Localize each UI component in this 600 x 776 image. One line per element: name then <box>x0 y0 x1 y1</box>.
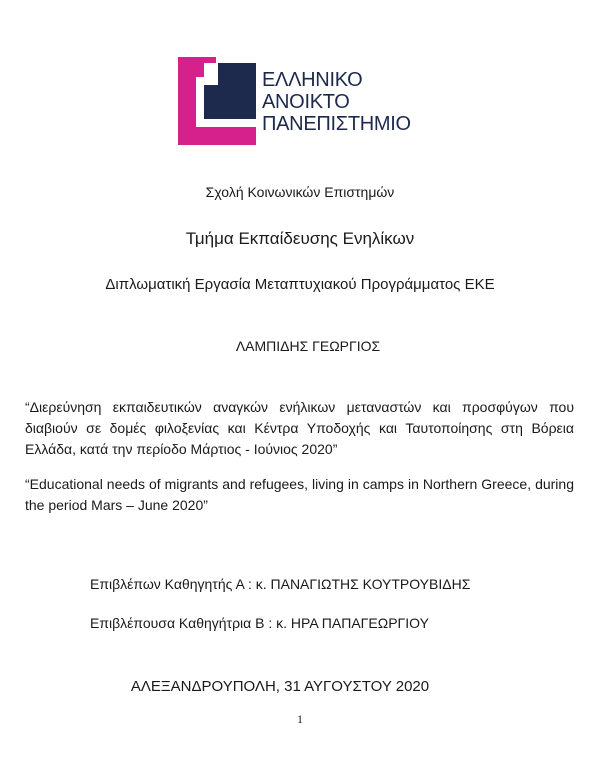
thesis-title-english: “Educational needs of migrants and refugees, living in camps in Northern Greece, during the period Mars – June 2020” <box>25 476 574 513</box>
logo-line-2: ΑΝΟΙΚΤΟ <box>262 91 350 113</box>
thesis-title-greek: “Διερεύνηση εκπαιδευτικών αναγκών ενήλικων μεταναστών και προσφύγων που διαβιούν σε δομές φιλοξενίας και Κέντρα Υποδοχής και Ταυτοποίησης στη Βόρεια Ελλάδα, κατά την περίοδο Μάρτιος - Ιούνιος 2020” <box>25 399 574 457</box>
school-name: Σχολή Κοινωνικών Επιστημών <box>205 184 395 200</box>
logo-wordmark <box>262 69 411 135</box>
logo-line-3: ΠΑΝΕΠΙΣΤΗΜΙΟ <box>262 113 411 135</box>
supervisor-a: Επιβλέπων Καθηγητής Α : κ. ΠΑΝΑΓΙΩΤΗΣ ΚΟΥΤΡΟΥΒΙΔΗΣ <box>90 576 471 592</box>
thesis-type: Διπλωματική Εργασία Μεταπτυχιακού Προγράμματος ΕΚΕ <box>105 276 495 293</box>
logo-mark-icon <box>176 55 260 147</box>
place-and-date: ΑΛΕΞΑΝΔΡΟΥΠΟΛΗ, 31 ΑΥΓΟΥΣΤΟΥ 2020 <box>130 678 430 695</box>
author-name: ΛΑΜΠΙΔΗΣ ΓΕΩΡΓΙΟΣ <box>235 338 381 354</box>
supervisor-b: Επιβλέπουσα Καθηγήτρια Β : κ. ΗΡΑ ΠΑΠΑΓΕΩΡΓΙΟΥ <box>90 615 429 631</box>
department-name: Τμήμα Εκπαίδευσης Ενηλίκων <box>185 229 415 248</box>
university-logo <box>176 55 416 147</box>
logo-line-1: ΕΛΛΗΝΙΚΟ <box>262 69 363 91</box>
page-number: 1 <box>297 712 303 726</box>
